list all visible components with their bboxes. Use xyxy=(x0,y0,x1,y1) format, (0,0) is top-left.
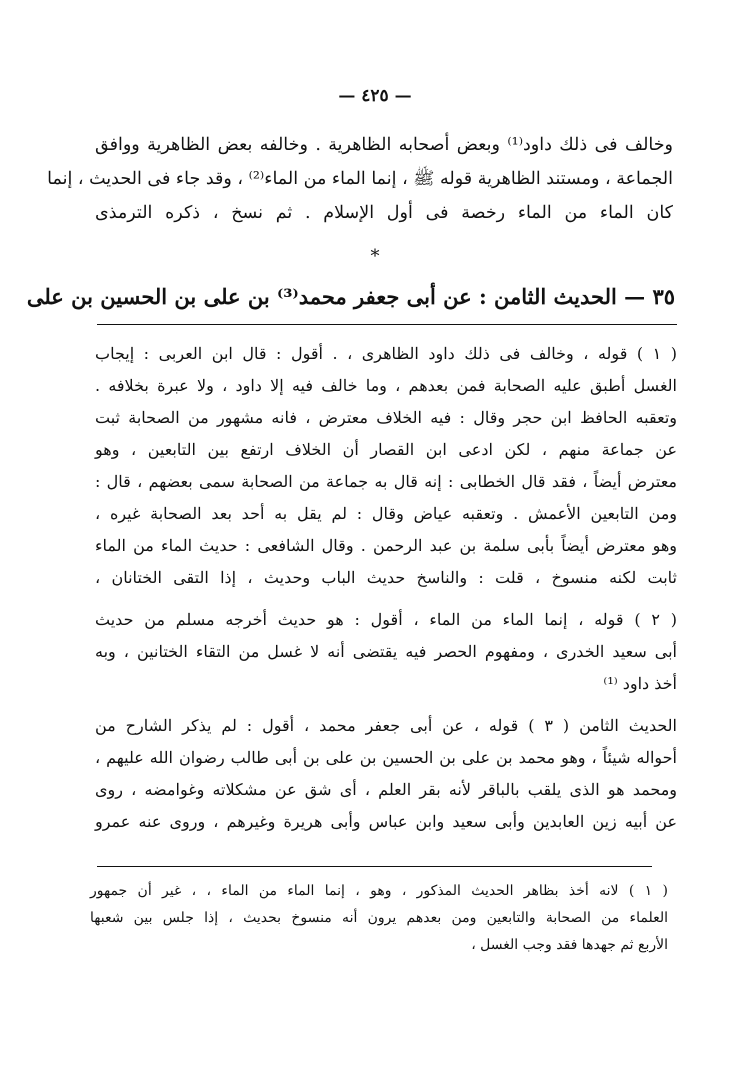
commentary-line: ومن التابعين الأعمش . وتعقبه عياض وقال : لم يقل به أحد بعد الصحابة غيره ، xyxy=(95,504,677,523)
section-divider xyxy=(97,324,677,325)
footnote-line-short: الأربع ثم جهدها فقد وجب الغسل ، xyxy=(471,937,668,953)
main-text-line: الجماعة ، ومستند الظاهرية قوله ﷺ ، إنما الماء من الماء⁽²⁾ ، وقد جاء فى الحديث ، إنما xyxy=(47,169,673,189)
commentary-line: الغسل أطبق عليه الصحابة فمن بعدهم ، وما خالف فيه إلا داود ، ولا عبرة بخلافه . xyxy=(95,376,677,395)
main-text-line: وخالف فى ذلك داود⁽¹⁾ وبعض أصحابه الظاهرية . وخالفه بعض الظاهرية ووافق xyxy=(95,135,673,155)
commentary-line: عن أبيه زين العابدين وأبى سعيد وابن عباس وأبى هريرة وغيرهم ، وروى عنه عمرو xyxy=(95,812,677,831)
commentary-line: أبى سعيد الخدرى ، ومفهوم الحصر فيه يقتضى أنه لا غسل من التقاء الختانين ، وبه xyxy=(95,642,678,661)
page-number: — ٤٢٥ — xyxy=(338,86,412,106)
commentary-line: أحواله شيئاً ، وهو محمد بن على بن الحسين بن على بن أبى طالب رضوان الله عليهم ، xyxy=(95,748,677,767)
commentary-line: ( ٢ ) قوله ، إنما الماء من الماء ، أقول : هو حديث أخرجه مسلم من حديث xyxy=(95,610,677,629)
commentary-line: ( ١ ) قوله ، وخالف فى ذلك داود الظاهرى ، . أقول : قال ابن العربى : إيجاب xyxy=(95,344,677,363)
separator-star: * xyxy=(370,246,380,267)
hadith-heading: ٣٥ — الحديث الثامن : عن أبى جعفر محمد⁽³⁾ بن على بن الحسين بن على xyxy=(26,284,675,309)
footnote xyxy=(90,878,668,959)
commentary-line: وتعقبه الحافظ ابن حجر وقال : فيه الخلاف معترض ، فانه مشهور من الصحابة ثبت xyxy=(95,408,677,427)
commentary-line: معترض أيضاً ، فقد قال الخطابى : إنه قال به جماعة من الصحابة سمى بعضهم ، قال : xyxy=(95,472,677,491)
main-text-line: كان الماء من الماء رخصة فى أول الإسلام . ثم نسخ ، ذكره الترمذى xyxy=(95,203,673,223)
commentary-line: الحديث الثامن ( ٣ ) قوله ، عن أبى جعفر محمد ، أقول : لم يذكر الشارح من xyxy=(95,716,678,735)
commentary-line: وهو معترض أيضاً بأبى سلمة بن عبد الرحمن . وقال الشافعى : حديث الماء من الماء xyxy=(95,536,678,555)
footnote-line: ( ١ ) لانه أخذ بظاهر الحديث المذكور ، وهو ، إنما الماء من الماء ، ، غير أن جمهور xyxy=(90,883,668,899)
commentary-line-short: أخذ داود ⁽¹⁾ xyxy=(603,674,677,693)
commentary-line: ومحمد هو الذى يلقب بالباقر لأنه بقر العلم ، أى شق عن مشكلاته وغوامضه ، روى xyxy=(95,780,677,799)
paragraph-gap xyxy=(95,594,677,604)
main-text xyxy=(47,128,673,230)
commentary xyxy=(95,338,677,838)
footnote-divider xyxy=(97,866,652,867)
commentary-line: ثابت لكنه منسوخ ، قلت : والناسخ حديث الباب وحديث ، إذا التقى الختانان ، xyxy=(95,568,677,587)
footnote-line: العلماء من الصحابة والتابعين ومن بعدهم يرون أنه منسوخ بحديث ، إذا جلس بين شعبها xyxy=(90,910,668,926)
commentary-line: عن جماعة منهم ، لكن ادعى ابن القصار أن الخلاف ارتفع بين التابعين ، وهو xyxy=(95,440,677,459)
paragraph-gap xyxy=(95,700,677,710)
